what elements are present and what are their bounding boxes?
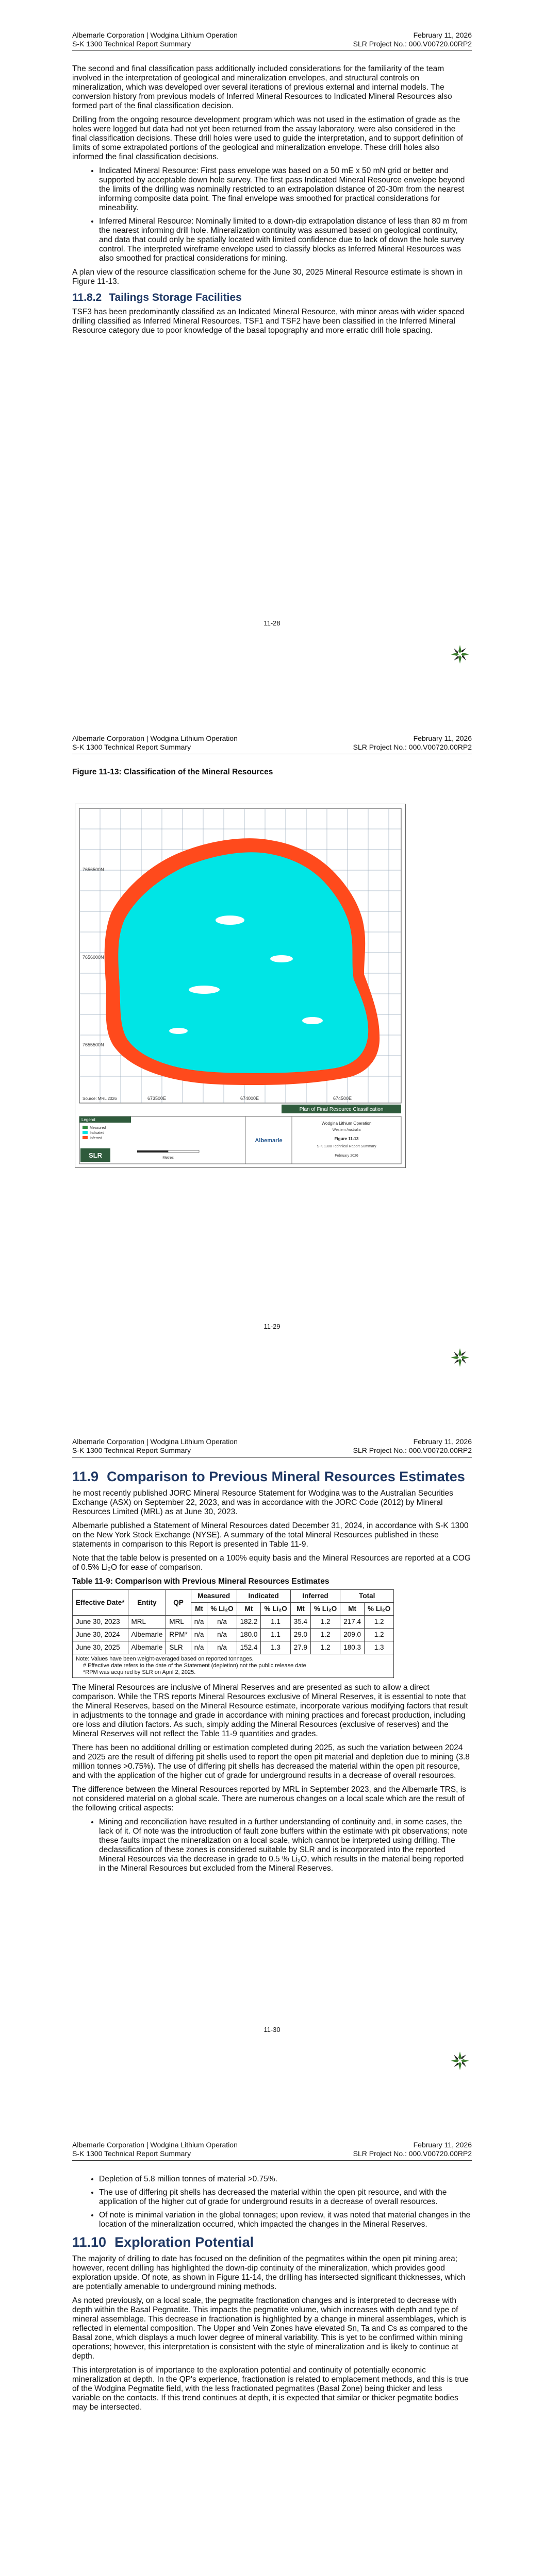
classification-map-figure bbox=[75, 804, 406, 1168]
table-cell: 1.2 bbox=[310, 1629, 340, 1641]
subsection-heading bbox=[72, 291, 472, 304]
paragraph: Drilling from the ongoing resource development program which was not used in the estimation of grade as the holes were logged but data had not yet been returned from the assay laboratory, were also considered in the final classification decisions. These drill holes were used to guide the interpretation, and to support definition of limits of some extrapolated portions of the geological and mineralization envelope. These drill holes also informed the final classification decisions. bbox=[72, 115, 463, 161]
north-label: 7655500N bbox=[83, 1042, 104, 1047]
north-label: 7656500N bbox=[83, 867, 104, 872]
list-item: • Depletion of 5.8 million tonnes of material >0.75%. bbox=[99, 2175, 472, 2184]
table-subheader: Mt bbox=[290, 1603, 310, 1616]
table-header: Measured bbox=[191, 1590, 237, 1603]
scale-label: Metres bbox=[162, 1156, 174, 1160]
table-cell: 1.2 bbox=[310, 1616, 340, 1629]
table-cell: n/a bbox=[207, 1629, 237, 1641]
section-title: Exploration Potential bbox=[114, 2234, 254, 2250]
paragraph: This interpretation is of importance to the exploration potential and continuity of potentially economic mineralization at depth. In the QP's experience, fractionation is related to emplacement methods, and this is true of the Wodgina Pegmatite field, with the less fractionated pegmatites (Basal Zone) being thicker and less variable on the contacts. If this trend continues at depth, it is expected that similar or thicker pegmatite bodies may be intersected. bbox=[72, 2366, 469, 2412]
table-cell: n/a bbox=[191, 1629, 207, 1641]
header-project: SLR Project No.: 000.V00720.00RP2 bbox=[353, 1446, 472, 1454]
table-cell: 180.0 bbox=[237, 1629, 261, 1641]
table-subheader: % Li₂O bbox=[310, 1603, 340, 1616]
table-header: Inferred bbox=[290, 1590, 340, 1603]
section-number: 11.9 bbox=[72, 1469, 99, 1484]
legend-title: Legend bbox=[81, 1117, 95, 1122]
header-project: SLR Project No.: 000.V00720.00RP2 bbox=[353, 2149, 472, 2158]
header-date: February 11, 2026 bbox=[413, 2141, 472, 2149]
paragraph: The majority of drilling to date has focused on the definition of the pegmatites within the open pit mining area; however, recent drilling has highlighted the down-dip continuity of the mineralization, which provides good exploration upside. Of note, as shown in Figure 11-14, the drilling has intersected significant thicknesses, which are potentially amenable to underground mining methods. bbox=[72, 2255, 466, 2291]
table-cell: n/a bbox=[191, 1616, 207, 1629]
paragraph: There has been no additional drilling or estimation completed during 2025, as such the variation between 2024 and 2025 are the result of differing pit shells used to report the open pit material and depletion due to mining (3.8 million tonnes >0.75%). The use of differing pit shells has decreased the material within the open pit resource, and with the application of the higher cut of grade for underground results in a decrease of overall resources. bbox=[72, 1743, 470, 1780]
figure-caption: Figure 11-13: Classification of the Mineral Resources bbox=[72, 768, 273, 776]
table-cell: Albemarle bbox=[128, 1641, 166, 1654]
header-company: Albemarle Corporation | Wodgina Lithium Operation bbox=[72, 734, 238, 742]
header-company: Albemarle Corporation | Wodgina Lithium Operation bbox=[72, 31, 238, 39]
classification-map bbox=[75, 804, 405, 1167]
north-label: 7656000N bbox=[83, 955, 104, 960]
table-header: Total bbox=[340, 1590, 394, 1603]
page-body bbox=[72, 2173, 472, 2417]
table-cell: 35.4 bbox=[290, 1616, 310, 1629]
legend-item: Inferred bbox=[90, 1137, 103, 1140]
page-number: 11-29 bbox=[263, 1323, 281, 1330]
bullet-list bbox=[72, 166, 472, 263]
list-item: • Inferred Mineral Resource: Nominally limited to a down-dip extrapolation distance of less than 80 m from the nearest informing drill hole. Mineralization continuity was assumed based on geological continuity, and data that could only be spatially located with limited confidence due to lack of down the hole survey control. The interpreted wireframe envelope used to classify blocks as Inferred Mineral Resources was also smoothed for practical considerations for mining. bbox=[99, 217, 472, 263]
table-cell: MRL bbox=[128, 1616, 166, 1629]
paragraph: The second and final classification pass additionally included considerations for the familiarity of the team involved in the interpretation of geological and mineralization envelopes, and structural controls on mineralization, which was developed over several iterations of previous external and internal models. The conversion history from previous models of Inferred Mineral Resources to Indicated Mineral Resources also formed part of the final classification decision. bbox=[72, 64, 452, 110]
paragraph: As noted previously, on a local scale, the pegmatite fractionation changes and is interpreted to decrease with depth within the Basal Pegmatite. This impacts the pegmatite volume, which increases with depth and type of mineral assemblage. This decrease in fractionation is highlighted by a change in mineral assemblages, which is reflected in elemental composition. The Upper and Vein Zones have elevated Sn, Ta and Cs as compared to the Basal zone, which displays a much lower degree of mineral variability. This is yet to be confirmed within mining operations; however, this interpretation is consistent with the style of mineralization and is likely to continue at depth. bbox=[72, 2296, 468, 2361]
table-cell: 1.3 bbox=[261, 1641, 290, 1654]
section-number: 11.10 bbox=[72, 2234, 107, 2250]
page-header bbox=[72, 2141, 472, 2158]
table-cell: RPM* bbox=[166, 1629, 191, 1641]
table-subheader: Mt bbox=[191, 1603, 207, 1616]
header-company: Albemarle Corporation | Wodgina Lithium Operation bbox=[72, 1437, 238, 1446]
list-item: • Indicated Mineral Resource: First pass envelope was based on a 50 mE x 50 mN grid or better and supported by acceptable down hole survey. The first pass Indicated Mineral Resource envelope beyond the limits of the drilling was nominally restricted to an extrapolation distance of 20-30m from the nearest informing composite data point. The final envelope was smoothed for practical considerations for mineability. bbox=[99, 166, 472, 213]
table-header-row bbox=[73, 1590, 394, 1603]
page-header bbox=[72, 734, 472, 752]
table-cell: June 30, 2025 bbox=[73, 1641, 128, 1654]
paragraph: he most recently published JORC Mineral Resource Statement for Wodgina was to the Australian Securities Exchange (ASX) on September 22, 2023, and was in accordance with the JORC Code (2012) by Mineral Resources Limited (MRL) as at June 30, 2023. bbox=[72, 1489, 453, 1516]
table-cell: 217.4 bbox=[340, 1616, 365, 1629]
paragraph: Albemarle published a Statement of Mineral Resources dated December 31, 2024, in accordance with S-K 1300 on the New York Stock Exchange (NYSE). A summary of the total Mineral Resources published in these statements in comparison to this Report is presented in Table 11-9. bbox=[72, 1521, 469, 1549]
table-row bbox=[73, 1629, 394, 1641]
header-project: SLR Project No.: 000.V00720.00RP2 bbox=[353, 743, 472, 751]
table-caption: Table 11-9: Comparison with Previous Mineral Resources Estimates bbox=[72, 1577, 329, 1586]
page-header bbox=[72, 31, 472, 48]
section-heading bbox=[72, 1468, 472, 1485]
table-notes-row bbox=[73, 1654, 394, 1678]
table-cell: 1.2 bbox=[365, 1616, 394, 1629]
table-cell: n/a bbox=[191, 1641, 207, 1654]
title-block-fig: Figure 11-13 bbox=[334, 1137, 359, 1141]
list-item: • Mining and reconciliation have resulted in a further understanding of continuity and, in some cases, the lack of it. Of note was the introduction of fault zone buffers within the estimate with pit observations; note these faults impact the mineralization on a local scale, which cannot be interpreted using drilling. The declassification of these zones is considered suitable by SLR and is incorporated into the reported Mineral Resources via the decrease in grade to 0.5 % Li₂O, which results in the material being reported in the Mineral Resources but excluded from the Mineral Reserves. bbox=[99, 1818, 472, 1873]
title-block-heading: Wodgina Lithium Operation bbox=[321, 1121, 372, 1126]
table-row bbox=[73, 1616, 394, 1629]
page-header bbox=[72, 1437, 472, 1455]
section-heading bbox=[72, 2234, 472, 2250]
east-label: 674000E bbox=[240, 1096, 259, 1101]
title-block-sub: Western Australia bbox=[332, 1128, 361, 1132]
page-body bbox=[72, 1468, 472, 1878]
page-11-30 bbox=[0, 1406, 544, 2110]
table-cell: 1.1 bbox=[261, 1616, 290, 1629]
header-rule bbox=[72, 50, 472, 51]
table-subheader: % Li₂O bbox=[261, 1603, 290, 1616]
page-body bbox=[72, 64, 472, 340]
paragraph: A plan view of the resource classification scheme for the June 30, 2025 Mineral Resource estimate is shown in Figure 11-13. bbox=[72, 268, 463, 286]
comparison-table bbox=[72, 1589, 394, 1678]
header-date: February 11, 2026 bbox=[413, 1437, 472, 1446]
table-cell: Albemarle bbox=[128, 1629, 166, 1641]
table-cell: 27.9 bbox=[290, 1641, 310, 1654]
paragraph: TSF3 has been predominantly classified as an Indicated Mineral Resource, with minor areas with wider spaced drilling classified as Inferred Mineral Resources. TSF1 and TSF2 have been classified in the Inferred Mineral Resource category due to poor knowledge of the basal topography and more erratic drill hole spacing. bbox=[72, 308, 465, 335]
table-note: Note: Values have been weight-averaged based on reported tonnages. bbox=[76, 1656, 254, 1662]
header-rule bbox=[72, 2160, 472, 2161]
list-item: • Of note is minimal variation in the global tonnages; upon review, it was noted that material changes in the location of the mineralization occurred, which impacted the changes in the Mineral Reserves. bbox=[99, 2211, 472, 2229]
header-project: SLR Project No.: 000.V00720.00RP2 bbox=[353, 40, 472, 48]
header-rule bbox=[72, 1457, 472, 1458]
title-block-date: February 2026 bbox=[335, 1154, 358, 1158]
table-cell: 209.0 bbox=[340, 1629, 365, 1641]
table-note: *RPM was acquired by SLR on April 2, 2025. bbox=[83, 1669, 196, 1675]
page-11-31 bbox=[0, 2110, 544, 2576]
paragraph: Note that the table below is presented on a 100% equity basis and the Mineral Resources are reported at a COG of 0.5% Li₂O for ease of comparison. bbox=[72, 1554, 471, 1572]
table-cell: 1.1 bbox=[261, 1629, 290, 1641]
section-title: Comparison to Previous Mineral Resources Estimates bbox=[107, 1469, 465, 1484]
table-cell: 180.3 bbox=[340, 1641, 365, 1654]
east-label: 673500E bbox=[147, 1096, 167, 1101]
table-header: Indicated bbox=[237, 1590, 290, 1603]
table-cell: 1.2 bbox=[310, 1641, 340, 1654]
slr-wordmark: SLR bbox=[89, 1151, 102, 1159]
table-cell: June 30, 2023 bbox=[73, 1616, 128, 1629]
header-report: S-K 1300 Technical Report Summary bbox=[72, 743, 191, 751]
table-header: QP bbox=[166, 1590, 191, 1616]
paragraph: The difference between the Mineral Resources reported by MRL in September 2023, and the Albemarle TRS, is not considered material on a global scale. There are numerous changes on a local scale which are the result of the following critical aspects: bbox=[72, 1785, 466, 1812]
header-date: February 11, 2026 bbox=[413, 734, 472, 742]
table-subheader: % Li₂O bbox=[207, 1603, 237, 1616]
table-cell: June 30, 2024 bbox=[73, 1629, 128, 1641]
header-date: February 11, 2026 bbox=[413, 31, 472, 39]
header-report: S-K 1300 Technical Report Summary bbox=[72, 2149, 191, 2158]
table-note: # Effective date refers to the date of the Statement (depletion) not the public release date bbox=[83, 1663, 306, 1669]
legend-item: Measured bbox=[90, 1126, 106, 1130]
table-cell: 29.0 bbox=[290, 1629, 310, 1641]
table-header: Entity bbox=[128, 1590, 166, 1616]
page-number: 11-28 bbox=[263, 619, 281, 627]
table-subheader: % Li₂O bbox=[365, 1603, 394, 1616]
table-cell: SLR bbox=[166, 1641, 191, 1654]
bullet-list bbox=[72, 2175, 472, 2229]
bullet-list bbox=[72, 1818, 472, 1873]
table-row bbox=[73, 1641, 394, 1654]
figure-caption-wrap bbox=[72, 768, 472, 777]
list-item: • The use of differing pit shells has decreased the material within the open pit resource, and with the application of the higher cut of grade for underground results in a decrease of overall resources. bbox=[99, 2188, 472, 2207]
header-report: S-K 1300 Technical Report Summary bbox=[72, 1446, 191, 1454]
page-number: 11-30 bbox=[263, 2026, 281, 2033]
legend-item: Indicated bbox=[90, 1131, 105, 1135]
paragraph: The Mineral Resources are inclusive of Mineral Reserves and are presented as such to allow a direct comparison. While the TRS reports Mineral Resources exclusive of Mineral Reserves, it is essential to note that the Mineral Reserves, based on the Mineral Resource estimate, incorporate various modifying factors that result in adjustments to the tonnage and grade in accordance with mining practices and forecast production, including ore loss and dilution factors. As such, simply adding the Mineral Resources (exclusive of reserves) and the Mineral Reserves will not reflect the Table 11-9 quantities and grades. bbox=[72, 1683, 468, 1738]
header-company: Albemarle Corporation | Wodgina Lithium Operation bbox=[72, 2141, 238, 2149]
slr-logo-icon bbox=[450, 644, 470, 665]
table-subheader: Mt bbox=[340, 1603, 365, 1616]
subsection-number: 11.8.2 bbox=[72, 292, 102, 303]
table-header: Effective Date* bbox=[73, 1590, 128, 1616]
table-cell: 1.3 bbox=[365, 1641, 394, 1654]
slr-logo-icon bbox=[450, 1347, 470, 1368]
map-source: Source: MRL 2026 bbox=[83, 1096, 117, 1101]
page-11-28 bbox=[0, 0, 544, 703]
table-cell: 152.4 bbox=[237, 1641, 261, 1654]
slr-logo-icon bbox=[450, 2050, 470, 2071]
table-subheader: Mt bbox=[237, 1603, 261, 1616]
table-notes bbox=[73, 1654, 394, 1678]
albemarle-logo: Albemarle bbox=[255, 1138, 283, 1144]
table-cell: n/a bbox=[207, 1641, 237, 1654]
plan-banner-text: Plan of Final Resource Classification bbox=[299, 1107, 384, 1112]
table-cell: n/a bbox=[207, 1616, 237, 1629]
subsection-title: Tailings Storage Facilities bbox=[109, 292, 242, 303]
table-cell: 1.2 bbox=[365, 1629, 394, 1641]
table-cell: 182.2 bbox=[237, 1616, 261, 1629]
header-report: S-K 1300 Technical Report Summary bbox=[72, 40, 191, 48]
east-label: 674500E bbox=[333, 1096, 352, 1101]
table-cell: MRL bbox=[166, 1616, 191, 1629]
title-block-desc: S-K 1300 Technical Report Summary bbox=[317, 1145, 376, 1148]
